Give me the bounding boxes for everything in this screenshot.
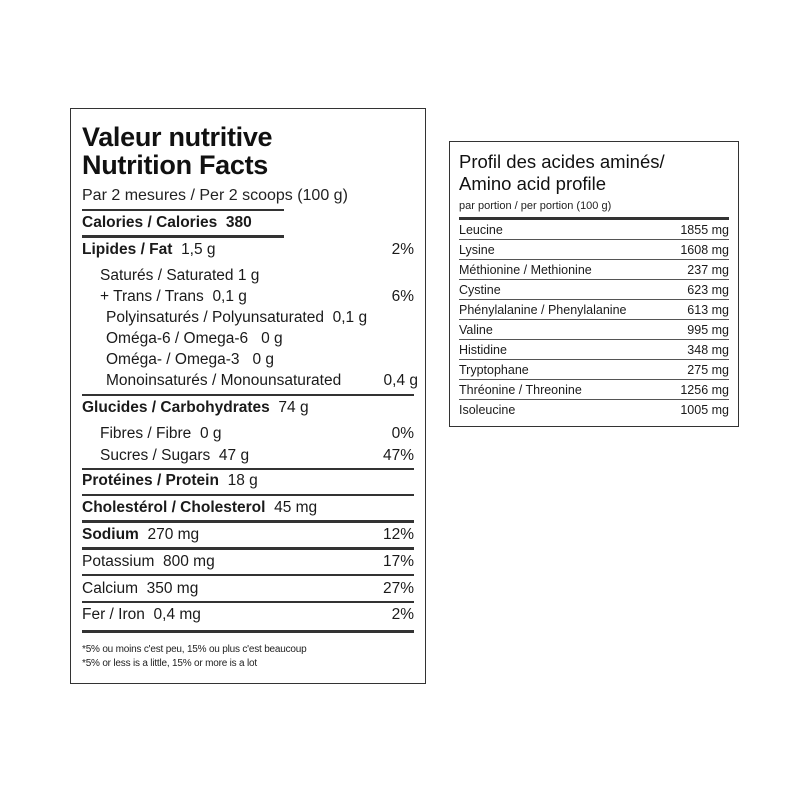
calories-value: 380 bbox=[225, 214, 252, 231]
mono-value: 0,4 g bbox=[383, 372, 418, 389]
saturated-row bbox=[100, 267, 414, 285]
amino-value: 613 mg bbox=[687, 303, 729, 317]
poly-value: 0,1 g bbox=[332, 309, 368, 326]
iron-rule bbox=[82, 630, 414, 633]
fibre-value: 0 g bbox=[199, 425, 222, 442]
poly-row bbox=[106, 309, 414, 327]
amino-row bbox=[459, 280, 729, 300]
sodium-pct: 12% bbox=[382, 526, 414, 543]
omega6-value: 0 g bbox=[261, 330, 283, 347]
calcium-pct: 27% bbox=[382, 580, 414, 597]
amino-name: Thréonine / Threonine bbox=[459, 383, 582, 397]
sugars-value: 47 g bbox=[218, 447, 250, 464]
amino-value: 995 mg bbox=[687, 323, 729, 337]
calories-row bbox=[82, 214, 414, 232]
calcium-rule bbox=[82, 601, 414, 603]
carbs-row bbox=[82, 399, 414, 417]
amino-name: Histidine bbox=[459, 343, 507, 357]
cholesterol-label: Cholestérol / Cholesterol bbox=[82, 499, 266, 516]
iron-label: Fer / Iron bbox=[82, 606, 145, 623]
amino-row bbox=[459, 380, 729, 400]
protein-rule bbox=[82, 494, 414, 496]
sugars-pct: 47% bbox=[382, 447, 414, 464]
trans-row bbox=[100, 288, 414, 306]
potassium-rule bbox=[82, 574, 414, 576]
fibre-pct: 0% bbox=[391, 425, 414, 442]
amino-acid-panel bbox=[449, 141, 739, 427]
fat-value: 1,5 g bbox=[181, 241, 216, 258]
amino-name: Phénylalanine / Phenylalanine bbox=[459, 303, 627, 317]
fat-group-pct: 6% bbox=[391, 288, 414, 305]
calcium-label: Calcium bbox=[82, 580, 138, 597]
fat-rule bbox=[82, 394, 414, 396]
amino-name: Valine bbox=[459, 323, 493, 337]
amino-value: 1608 mg bbox=[680, 243, 729, 257]
amino-row bbox=[459, 220, 729, 240]
mono-row bbox=[106, 372, 418, 390]
omega6-row bbox=[106, 330, 414, 348]
carbs-value: 74 g bbox=[278, 399, 309, 416]
amino-value: 275 mg bbox=[687, 363, 729, 377]
amino-name: Méthionine / Methionine bbox=[459, 263, 592, 277]
amino-name: Isoleucine bbox=[459, 403, 516, 417]
fat-pct: 2% bbox=[391, 241, 414, 258]
protein-value: 18 g bbox=[227, 472, 258, 489]
amino-row bbox=[459, 340, 729, 360]
potassium-row bbox=[82, 553, 414, 571]
footnote-fr: *5% ou moins c'est peu, 15% ou plus c'est beaucoup bbox=[82, 644, 307, 655]
amino-row bbox=[459, 360, 729, 380]
carbs-label: Glucides / Carbohydrates bbox=[82, 399, 270, 416]
amino-row bbox=[459, 320, 729, 340]
fat-label: Lipides / Fat bbox=[82, 241, 173, 258]
fat-row bbox=[82, 241, 414, 259]
sugars-row bbox=[100, 447, 414, 465]
serving-size: Par 2 mesures / Per 2 scoops (100 g) bbox=[82, 187, 348, 204]
sodium-label: Sodium bbox=[82, 526, 139, 543]
saturated-label: Saturés / Saturated bbox=[100, 267, 234, 284]
poly-label: Polyinsaturés / Polyunsaturated bbox=[106, 309, 324, 326]
iron-row bbox=[82, 606, 414, 624]
amino-row bbox=[459, 300, 729, 320]
calcium-value: 350 mg bbox=[146, 580, 199, 597]
trans-value: 0,1 g bbox=[212, 288, 247, 305]
footnote-en: *5% or less is a little, 15% or more is a lot bbox=[82, 658, 257, 669]
fibre-row bbox=[100, 425, 414, 443]
iron-pct: 2% bbox=[391, 606, 414, 623]
amino-row bbox=[459, 240, 729, 260]
omega3-row bbox=[106, 351, 414, 369]
cholesterol-value: 45 mg bbox=[274, 499, 318, 516]
amino-value: 348 mg bbox=[687, 343, 729, 357]
calories-label: Calories / Calories bbox=[82, 214, 218, 231]
calcium-row bbox=[82, 580, 414, 598]
amino-title-line1: Profil des acides aminés/ bbox=[459, 151, 665, 172]
sodium-value: 270 mg bbox=[147, 526, 200, 543]
cholesterol-row bbox=[82, 499, 414, 517]
sugars-label: Sucres / Sugars bbox=[100, 447, 211, 464]
protein-row bbox=[82, 472, 414, 490]
omega6-label: Oméga-6 / Omega-6 bbox=[106, 330, 249, 347]
sodium-rule bbox=[82, 547, 414, 550]
amino-row bbox=[459, 400, 729, 420]
amino-name: Cystine bbox=[459, 283, 501, 297]
amino-value: 623 mg bbox=[687, 283, 729, 297]
amino-value: 237 mg bbox=[687, 263, 729, 277]
amino-name: Lysine bbox=[459, 243, 495, 257]
amino-title-line2: Amino acid profile bbox=[459, 173, 607, 194]
calories-rule bbox=[82, 235, 284, 238]
amino-value: 1855 mg bbox=[680, 223, 729, 237]
fibre-label: Fibres / Fibre bbox=[100, 425, 192, 442]
serving-rule bbox=[82, 209, 284, 211]
potassium-pct: 17% bbox=[382, 553, 414, 570]
amino-name: Leucine bbox=[459, 223, 503, 237]
carbs-rule bbox=[82, 468, 414, 470]
nutrition-title-en: Nutrition Facts bbox=[82, 150, 269, 180]
amino-subtitle: par portion / per portion (100 g) bbox=[459, 200, 612, 212]
sodium-row bbox=[82, 526, 414, 544]
amino-row bbox=[459, 260, 729, 280]
nutrition-title-fr: Valeur nutritive bbox=[82, 122, 273, 152]
cholesterol-rule bbox=[82, 520, 414, 523]
nutrition-facts-panel bbox=[70, 108, 426, 684]
protein-label: Protéines / Protein bbox=[82, 472, 219, 489]
amino-value: 1256 mg bbox=[680, 383, 729, 397]
potassium-label: Potassium bbox=[82, 553, 155, 570]
saturated-value: 1 g bbox=[237, 267, 260, 284]
amino-name: Tryptophane bbox=[459, 363, 529, 377]
potassium-value: 800 mg bbox=[163, 553, 215, 570]
amino-value: 1005 mg bbox=[680, 403, 729, 417]
omega3-label: Oméga- / Omega-3 bbox=[106, 351, 240, 368]
trans-label: + Trans / Trans bbox=[100, 288, 204, 305]
iron-value: 0,4 mg bbox=[153, 606, 201, 623]
omega3-value: 0 g bbox=[252, 351, 275, 368]
mono-label: Monoinsaturés / Monounsaturated bbox=[106, 372, 342, 389]
